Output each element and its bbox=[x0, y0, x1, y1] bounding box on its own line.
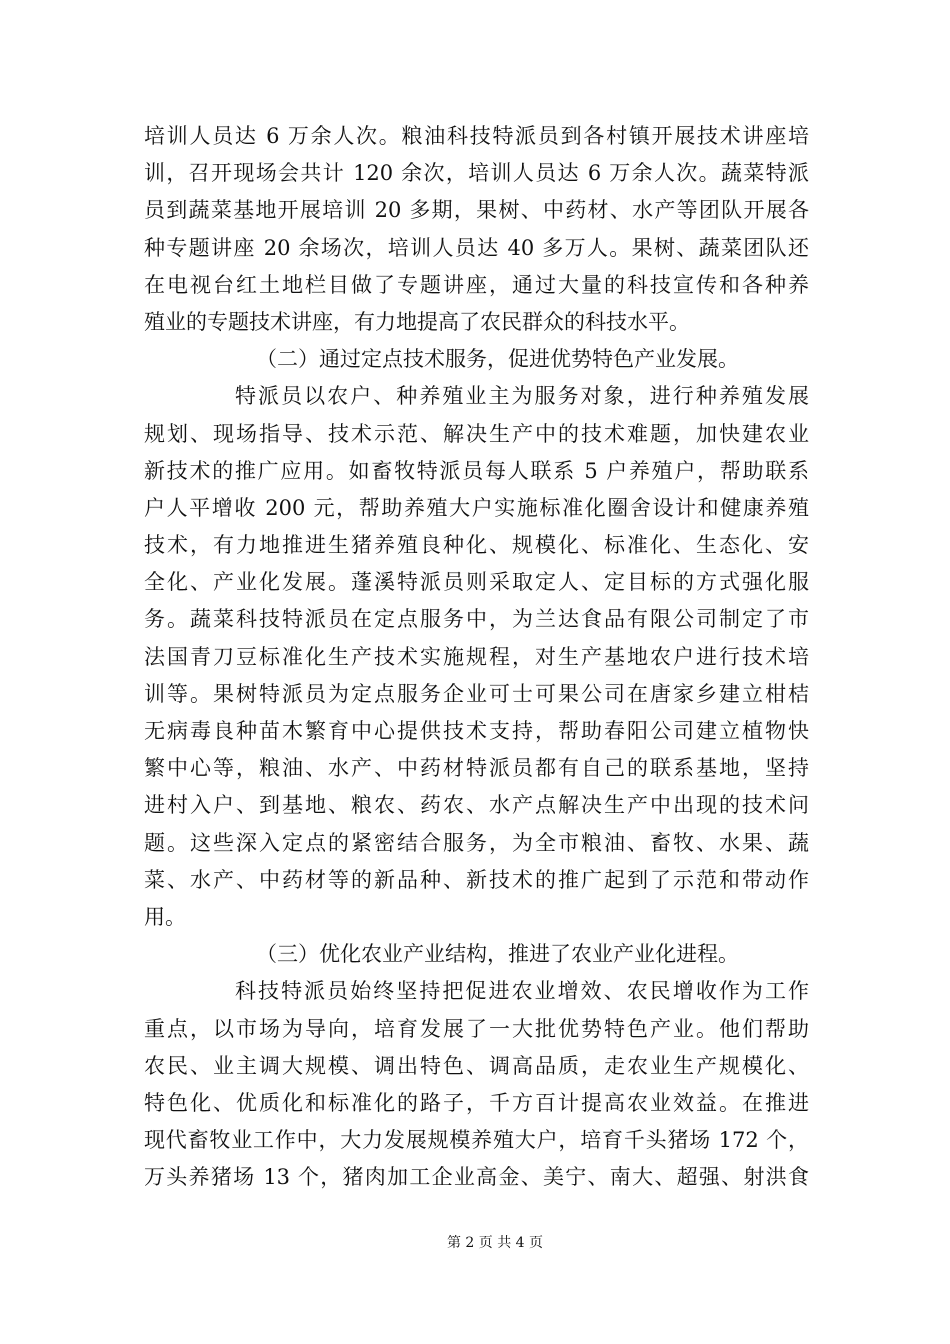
paragraph-first-line: 特派员以农户、种养殖业主为服务对象，进行种养殖发展 bbox=[235, 384, 809, 409]
text-line: 万头养猪场 13 个，猪肉加工企业高金、美宁、南大、超强、射洪食 bbox=[144, 1165, 809, 1190]
text-line: 员到蔬菜基地开展培训 20 多期，果树、中药材、水产等团队开展各 bbox=[144, 198, 809, 223]
page-footer: 第 2 页 共 4 页 bbox=[446, 1235, 544, 1251]
text-line: 户人平增收 200 元，帮助养殖大户实施标准化圈舍设计和健康养殖 bbox=[144, 495, 809, 520]
text-line: 菜、水产、中药材等的新品种、新技术的推广起到了示范和带动作 bbox=[144, 867, 809, 892]
text-line: 殖业的专题技术讲座，有力地提高了农民群众的科技水平。 bbox=[144, 309, 690, 334]
text-line: 无病毒良种苗木繁育中心提供技术支持，帮助春阳公司建立植物快 bbox=[144, 719, 809, 743]
text-line: 全化、产业化发展。蓬溪特派员则采取定人、定目标的方式强化服 bbox=[144, 570, 809, 595]
text-line: 进村入户、到基地、粮农、药农、水产点解决生产中出现的技术问 bbox=[144, 793, 809, 818]
text-line: 题。这些深入定点的紧密结合服务，为全市粮油、畜牧、水果、蔬 bbox=[144, 830, 809, 855]
text-line: 在电视台红土地栏目做了专题讲座，通过大量的科技宣传和各种养 bbox=[144, 272, 809, 297]
text-line: 规划、现场指导、技术示范、解决生产中的技术难题，加快建农业 bbox=[144, 421, 809, 446]
paragraph-first-line: 科技特派员始终坚持把促进农业增效、农民增收作为工作 bbox=[235, 979, 809, 1004]
text-line: 种专题讲座 20 余场次，培训人员达 40 多万人。果树、蔬菜团队还 bbox=[144, 235, 809, 260]
text-line: 重点，以市场为导向，培育发展了一大批优势特色产业。他们帮助 bbox=[144, 1016, 809, 1041]
text-line: 新技术的推广应用。如畜牧特派员每人联系 5 户养殖户，帮助联系 bbox=[144, 458, 809, 483]
text-line: 现代畜牧业工作中，大力发展规模养殖大户，培育千头猪场 172 个， bbox=[144, 1128, 809, 1153]
text-line: 技术，有力地推进生猪养殖良种化、规模化、标准化、生态化、安 bbox=[144, 533, 809, 558]
document-body bbox=[144, 118, 809, 1196]
section-heading: （三）优化农业产业结构，推进了农业产业化进程。 bbox=[256, 942, 739, 967]
text-line: 农民、业主调大规模、调出特色、调高品质，走农业生产规模化、 bbox=[144, 1053, 809, 1078]
text-line: 培训人员达 6 万余人次。粮油科技特派员到各村镇开展技术讲座培 bbox=[144, 124, 809, 148]
text-line: 法国青刀豆标准化生产技术实施规程，对生产基地农户进行技术培 bbox=[144, 644, 809, 669]
text-line: 特色化、优质化和标准化的路子，千方百计提高农业效益。在推进 bbox=[144, 1090, 809, 1115]
text-line: 用。 bbox=[144, 904, 186, 929]
text-line: 训等。果树特派员为定点服务企业可士可果公司在唐家乡建立柑桔 bbox=[144, 681, 809, 706]
text-line: 繁中心等，粮油、水产、中药材特派员都有自己的联系基地，坚持 bbox=[144, 756, 809, 781]
text-line: 训，召开现场会共计 120 余次，培训人员达 6 万余人次。蔬菜特派 bbox=[144, 161, 809, 186]
section-heading: （二）通过定点技术服务，促进优势特色产业发展。 bbox=[256, 347, 739, 372]
text-line: 务。蔬菜科技特派员在定点服务中，为兰达食品有限公司制定了市 bbox=[144, 607, 809, 632]
